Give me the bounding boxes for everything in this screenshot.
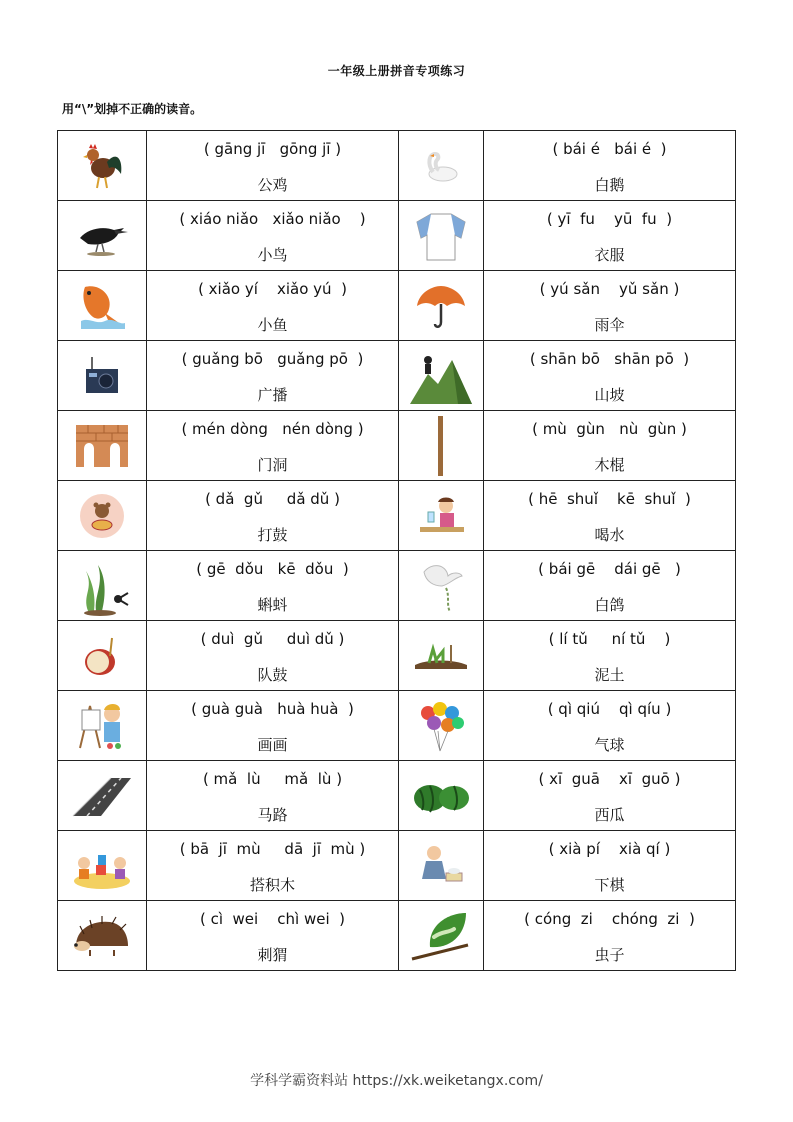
- picture-cell: [58, 271, 147, 341]
- answer-cell: [147, 341, 399, 411]
- answer-cell: [484, 831, 736, 901]
- picture-cell: [399, 691, 484, 761]
- table-row: [58, 901, 736, 971]
- chinese-word: 蝌蚪: [257, 595, 288, 614]
- picture-cell: [58, 761, 147, 831]
- stick-icon: [399, 414, 483, 478]
- picture-cell: [58, 341, 147, 411]
- shirt-icon: [399, 208, 483, 264]
- pinyin-options[interactable]: ( xiǎo yí xiǎo yú ): [198, 279, 347, 298]
- chess-player-icon: [399, 841, 483, 891]
- answer-cell: [147, 901, 399, 971]
- goose-icon: [399, 146, 483, 186]
- building-blocks-icon: [58, 841, 146, 891]
- bird-icon: [58, 214, 146, 258]
- chinese-word: 雨伞: [594, 315, 625, 334]
- pinyin-options[interactable]: ( bā jī mù dā jī mù ): [179, 839, 366, 858]
- answer-cell: [147, 761, 399, 831]
- chinese-word: 衣服: [594, 245, 625, 264]
- picture-cell: [58, 901, 147, 971]
- dove-icon: [399, 558, 483, 614]
- table-row: [58, 131, 736, 201]
- answer-cell: [484, 131, 736, 201]
- picture-cell: [399, 831, 484, 901]
- page-title: 一年级上册拼音专项练习: [327, 64, 466, 78]
- chinese-word: 广播: [257, 385, 288, 404]
- pinyin-options[interactable]: ( qì qiú qì qíu ): [547, 699, 672, 718]
- picture-cell: [58, 831, 147, 901]
- chinese-word: 门洞: [257, 455, 288, 474]
- picture-cell: [399, 901, 484, 971]
- pinyin-options[interactable]: ( yú sǎn yǔ sǎn ): [539, 279, 680, 298]
- arch-wall-icon: [58, 421, 146, 471]
- pinyin-options[interactable]: ( mù gùn nù gùn ): [532, 419, 687, 438]
- chinese-word: 队鼓: [257, 665, 288, 684]
- balloons-icon: [399, 699, 483, 753]
- answer-cell: [484, 411, 736, 481]
- pinyin-options[interactable]: ( shān bō shān pō ): [529, 349, 690, 368]
- answer-cell: [147, 831, 399, 901]
- pinyin-options[interactable]: ( bái gē dái gē ): [538, 559, 681, 578]
- answer-cell: [147, 481, 399, 551]
- pinyin-options[interactable]: ( hē shuǐ kē shuǐ ): [528, 489, 691, 508]
- table-row: [58, 551, 736, 621]
- pinyin-options[interactable]: ( yī fu yū fu ): [546, 209, 673, 228]
- pinyin-options[interactable]: ( guǎng bō guǎng pō ): [181, 349, 364, 368]
- picture-cell: [399, 481, 484, 551]
- picture-cell: [58, 201, 147, 271]
- table-row: [58, 621, 736, 691]
- table-row: [58, 201, 736, 271]
- answer-cell: [484, 691, 736, 761]
- answer-cell: [484, 551, 736, 621]
- answer-cell: [484, 341, 736, 411]
- answer-cell: [147, 131, 399, 201]
- answer-cell: [484, 901, 736, 971]
- pinyin-options[interactable]: ( xiáo niǎo xiǎo niǎo ): [179, 209, 366, 228]
- pinyin-options[interactable]: ( mǎ lù mǎ lù ): [202, 769, 343, 788]
- painting-child-icon: [58, 698, 146, 754]
- answer-cell: [484, 621, 736, 691]
- table-row: [58, 761, 736, 831]
- fish-icon: [58, 277, 146, 335]
- table-row: [58, 411, 736, 481]
- chinese-word: 公鸡: [257, 175, 288, 194]
- hill-icon: [399, 346, 483, 406]
- pinyin-options[interactable]: ( xī guā xī guō ): [538, 769, 681, 788]
- picture-cell: [58, 411, 147, 481]
- answer-cell: [147, 271, 399, 341]
- answer-cell: [484, 271, 736, 341]
- picture-cell: [58, 131, 147, 201]
- soil-icon: [399, 639, 483, 673]
- chinese-word: 马路: [257, 805, 288, 824]
- drum-icon: [58, 634, 146, 678]
- exercise-table: [57, 130, 736, 971]
- chinese-word: 白鹅: [594, 175, 625, 194]
- picture-cell: [399, 271, 484, 341]
- answer-cell: [484, 761, 736, 831]
- chinese-word: 小鱼: [257, 315, 288, 334]
- rooster-icon: [58, 140, 146, 192]
- hedgehog-icon: [58, 914, 146, 958]
- answer-cell: [147, 691, 399, 761]
- pinyin-options[interactable]: ( gāng jī gōng jī ): [203, 139, 342, 158]
- pinyin-options[interactable]: ( cì wei chì wei ): [199, 909, 346, 928]
- pinyin-options[interactable]: ( dǎ gǔ dǎ dǔ ): [205, 489, 340, 508]
- chinese-word: 喝水: [594, 525, 625, 544]
- drumming-bear-icon: [58, 493, 146, 539]
- pinyin-options[interactable]: ( gē dǒu kē dǒu ): [196, 559, 349, 578]
- table-row: [58, 691, 736, 761]
- answer-cell: [484, 481, 736, 551]
- answer-cell: [147, 411, 399, 481]
- picture-cell: [399, 131, 484, 201]
- chinese-word: 虫子: [594, 945, 625, 964]
- chinese-word: 小鸟: [257, 245, 288, 264]
- picture-cell: [399, 201, 484, 271]
- chinese-word: 山坡: [594, 385, 625, 404]
- pinyin-options[interactable]: ( xià pí xià qí ): [548, 839, 671, 858]
- table-row: [58, 481, 736, 551]
- chinese-word: 画画: [257, 735, 288, 754]
- chinese-word: 气球: [594, 735, 625, 754]
- watermelon-icon: [399, 776, 483, 816]
- pinyin-options[interactable]: ( bái é bái é ): [552, 139, 667, 158]
- picture-cell: [399, 761, 484, 831]
- table-row: [58, 341, 736, 411]
- chinese-word: 木棍: [594, 455, 625, 474]
- table-row: [58, 831, 736, 901]
- picture-cell: [399, 411, 484, 481]
- picture-cell: [58, 551, 147, 621]
- answer-cell: [147, 551, 399, 621]
- radio-icon: [58, 353, 146, 399]
- picture-cell: [58, 691, 147, 761]
- footer-watermark: 学科学霸资料站 https://xk.weiketangx.com/: [250, 1073, 543, 1089]
- pinyin-options[interactable]: ( mén dòng nén dòng ): [181, 419, 364, 438]
- road-icon: [58, 774, 146, 818]
- answer-cell: [147, 201, 399, 271]
- picture-cell: [399, 341, 484, 411]
- pinyin-options[interactable]: ( duì gǔ duì dǔ ): [200, 629, 345, 648]
- chinese-word: 泥土: [594, 665, 625, 684]
- picture-cell: [399, 551, 484, 621]
- picture-cell: [58, 621, 147, 691]
- pinyin-options[interactable]: ( lí tǔ ní tǔ ): [548, 629, 671, 648]
- chinese-word: 西瓜: [594, 805, 625, 824]
- tadpole-plant-icon: [58, 555, 146, 617]
- chinese-word: 刺猬: [257, 945, 288, 964]
- answer-cell: [147, 621, 399, 691]
- drinking-child-icon: [399, 494, 483, 538]
- umbrella-icon: [399, 282, 483, 330]
- pinyin-options[interactable]: ( cóng zi chóng zi ): [524, 909, 695, 928]
- pinyin-options[interactable]: ( guà guà huà huà ): [191, 699, 354, 718]
- chinese-word: 下棋: [594, 875, 625, 894]
- picture-cell: [58, 481, 147, 551]
- table-row: [58, 271, 736, 341]
- instruction: 用“\”划掉不正确的读音。: [62, 102, 203, 116]
- answer-cell: [484, 201, 736, 271]
- chinese-word: 打鼓: [257, 525, 288, 544]
- picture-cell: [399, 621, 484, 691]
- chinese-word: 白鸽: [594, 595, 625, 614]
- chinese-word: 搭积木: [249, 875, 295, 894]
- caterpillar-icon: [399, 909, 483, 963]
